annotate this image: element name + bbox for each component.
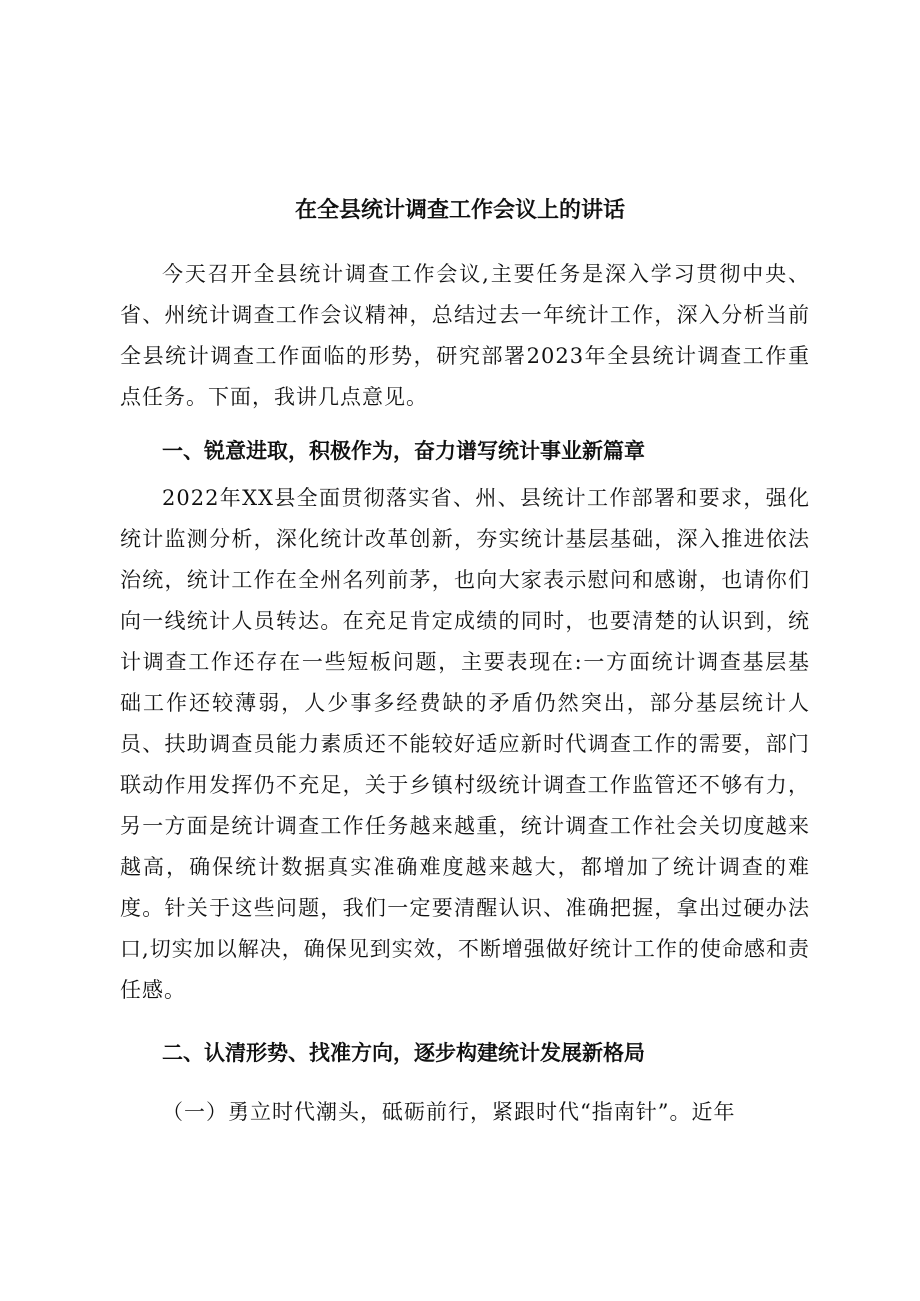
document-title: 在全县统计调查工作会议上的讲话 bbox=[294, 198, 625, 223]
section-1-heading: 一、锐意进取，积极作为，奋力谱写统计事业新篇章 bbox=[162, 439, 645, 463]
section-1-paragraph: 2022年XX县全面贯彻落实省、州、县统计工作部署和要求，强化统计监测分析，深化统计改革创新，夯实统计基层基础，深入推进依法治统，统计工作在全州名列前茅，也向大家表示慰问和感谢，也请你们向一线统计人员转达。在充足肯定成绩的同时，也要清楚的认识到，统计调查工作还存在一些短板问题，主要表现在:一方面统计调查基层基础工作还较薄弱，人少事多经费缺的矛盾仍然突出，部分基层统计人员、扶助调查员能力素质还不能较好适应新时代调查工作的需要，部门联动作用发挥仍不充足，关于乡镇村级统计调查工作监管还不够有力，另一方面是统计调查工作任务越来越重，统计调查工作社会关切度越来越高，确保统计数据真实准确难度越来越大，都增加了统计调查的难度。针关于这些问题，我们一定要清醒认识、准确把握，拿出过硬办法口,切实加以解决，确保见到实效，不断增强做好统计工作的使命感和责任感。 bbox=[120, 486, 810, 1002]
section-2-item-1-paragraph: （一）勇立时代潮头，砥砺前行，紧跟时代“指南针”。近年 bbox=[162, 1100, 736, 1124]
section-2-heading: 二、认清形势、找准方向，逐步构建统计发展新格局 bbox=[162, 1041, 645, 1065]
intro-paragraph: 今天召开全县统计调查工作会议,主要任务是深入学习贯彻中央、省、州统计调查工作会议精神，总结过去一年统计工作，深入分析当前全县统计调查工作面临的形势，研究部署2023年全县统计调查工作重点任务。下面，我讲几点意见。 bbox=[120, 262, 810, 409]
